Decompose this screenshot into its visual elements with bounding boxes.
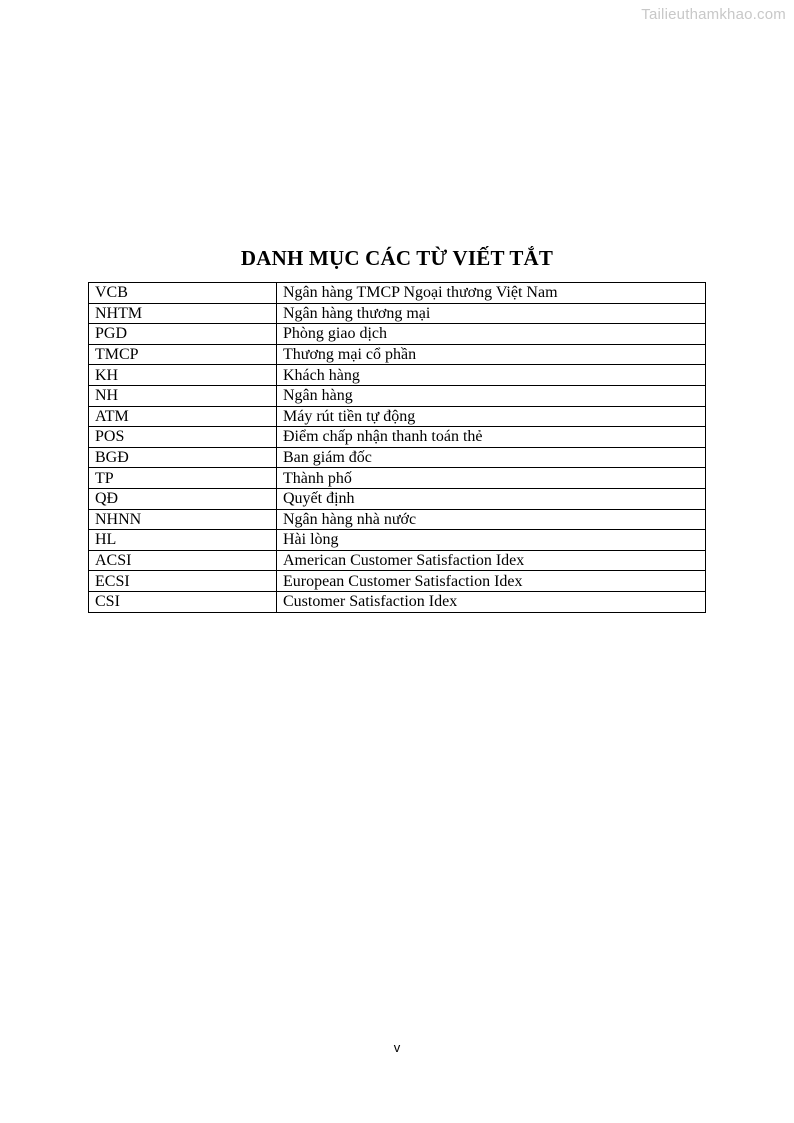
table-row xyxy=(89,303,706,324)
table-row xyxy=(89,509,706,530)
table-row xyxy=(89,406,706,427)
abbreviation-cell: NHNN xyxy=(89,509,277,530)
abbreviation-cell: CSI xyxy=(89,591,277,612)
meaning-cell: Phòng giao dịch xyxy=(277,324,706,345)
abbreviation-cell: POS xyxy=(89,427,277,448)
abbreviation-cell: NH xyxy=(89,385,277,406)
watermark-text: Tailieuthamkhao.com xyxy=(641,6,786,23)
abbreviation-cell: TMCP xyxy=(89,344,277,365)
table-row xyxy=(89,591,706,612)
meaning-cell: Khách hàng xyxy=(277,365,706,386)
meaning-cell: Ngân hàng xyxy=(277,385,706,406)
abbreviation-cell: ACSI xyxy=(89,550,277,571)
table-row xyxy=(89,571,706,592)
table-row xyxy=(89,447,706,468)
table-row xyxy=(89,365,706,386)
abbreviation-cell: HL xyxy=(89,530,277,551)
table-row xyxy=(89,488,706,509)
meaning-cell: Thương mại cổ phần xyxy=(277,344,706,365)
table-row xyxy=(89,385,706,406)
meaning-cell: Ngân hàng thương mại xyxy=(277,303,706,324)
table-row xyxy=(89,530,706,551)
table-row xyxy=(89,344,706,365)
table-row xyxy=(89,324,706,345)
meaning-cell: Quyết định xyxy=(277,488,706,509)
meaning-cell: Hài lòng xyxy=(277,530,706,551)
abbreviation-cell: TP xyxy=(89,468,277,489)
table-row xyxy=(89,283,706,304)
table-row xyxy=(89,550,706,571)
meaning-cell: Customer Satisfaction Idex xyxy=(277,591,706,612)
page-title: DANH MỤC CÁC TỪ VIẾT TẮT xyxy=(240,246,554,270)
abbreviation-cell: ATM xyxy=(89,406,277,427)
abbreviation-cell: ECSI xyxy=(89,571,277,592)
table-row xyxy=(89,468,706,489)
meaning-cell: Máy rút tiền tự động xyxy=(277,406,706,427)
abbreviation-table xyxy=(88,282,706,613)
abbreviation-cell: BGĐ xyxy=(89,447,277,468)
meaning-cell: American Customer Satisfaction Idex xyxy=(277,550,706,571)
abbreviation-cell: VCB xyxy=(89,283,277,304)
meaning-cell: Điểm chấp nhận thanh toán thẻ xyxy=(277,427,706,448)
meaning-cell: European Customer Satisfaction Idex xyxy=(277,571,706,592)
abbreviation-cell: NHTM xyxy=(89,303,277,324)
meaning-cell: Ngân hàng nhà nước xyxy=(277,509,706,530)
meaning-cell: Thành phố xyxy=(277,468,706,489)
abbreviation-cell: QĐ xyxy=(89,488,277,509)
page-number: v xyxy=(393,1040,401,1055)
table-row xyxy=(89,427,706,448)
abbreviation-cell: KH xyxy=(89,365,277,386)
meaning-cell: Ban giám đốc xyxy=(277,447,706,468)
meaning-cell: Ngân hàng TMCP Ngoại thương Việt Nam xyxy=(277,283,706,304)
abbreviation-cell: PGD xyxy=(89,324,277,345)
abbreviation-table-body xyxy=(89,283,706,613)
